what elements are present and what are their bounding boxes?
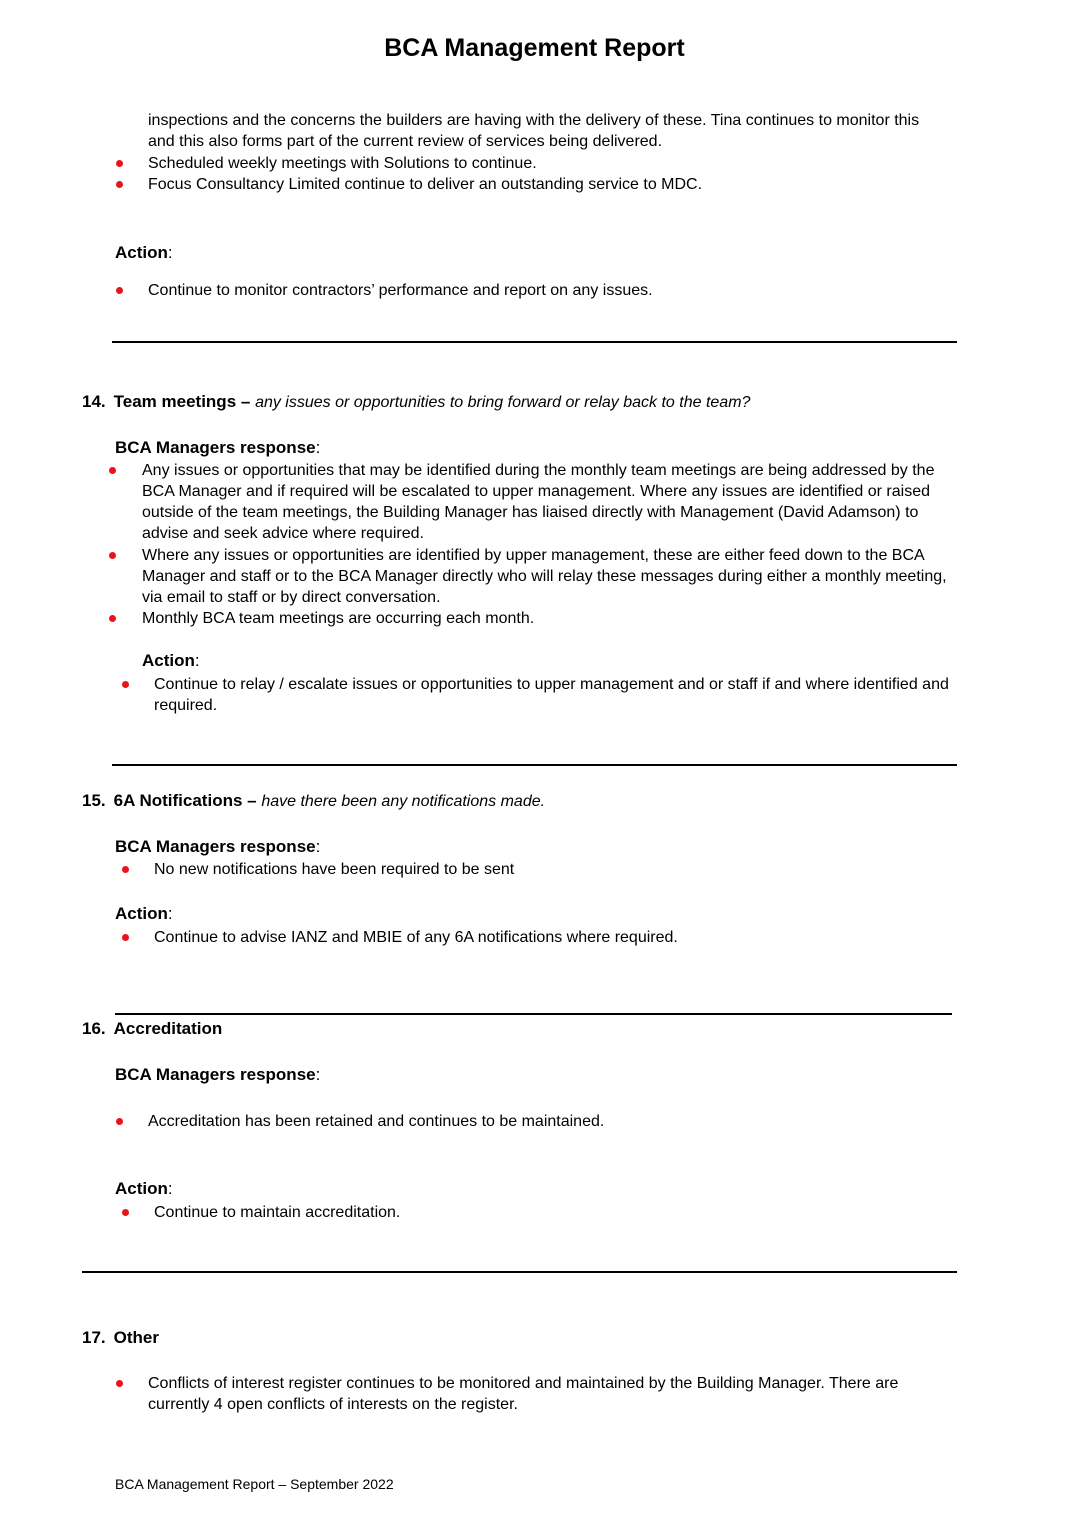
bullet-icon [116, 160, 123, 167]
response-label: BCA Managers response: [115, 1065, 321, 1084]
section-14-heading: 14. Team meetings – any issues or opportunities to bring forward or relay back to the team? [82, 392, 751, 411]
list-item: Focus Consultancy Limited continue to deliver an outstanding service to MDC. [148, 176, 703, 193]
bullet-icon [116, 287, 123, 294]
action-label: Action: [115, 243, 173, 262]
list-item: Monthly BCA team meetings are occurring each month. [142, 610, 535, 627]
bullet-icon [116, 1118, 123, 1125]
action-label: Action: [142, 651, 200, 670]
page-title: BCA Management Report [384, 34, 685, 62]
action-label: Action: [115, 1179, 173, 1198]
list-item: Conflicts of interest register continues to be monitored and maintained by the Building Manager. There are currently 4 open conflicts of interests on the register. [148, 1375, 899, 1413]
bullet-icon [122, 681, 129, 688]
divider [115, 1013, 952, 1015]
bullet-icon [122, 866, 129, 873]
bullet-icon [109, 467, 116, 474]
page-footer: BCA Management Report – September 2022 [115, 1476, 394, 1492]
response-label: BCA Managers response: [115, 837, 321, 856]
divider [82, 1271, 957, 1273]
section-14-subheading: any issues or opportunities to bring forward or relay back to the team? [255, 394, 751, 411]
list-item: Where any issues or opportunities are identified by upper management, these are either feed down to the BCA Manager and staff or to the BCA Manager directly who will relay these messages during either a monthly meeting, via email to staff or by direct conversation. [142, 547, 947, 606]
list-item: Continue to advise IANZ and MBIE of any 6A notifications where required. [154, 929, 678, 946]
bullet-icon [109, 552, 116, 559]
list-item: Continue to monitor contractors’ performance and report on any issues. [148, 282, 653, 299]
section-17-heading: 17. Other [82, 1328, 159, 1347]
list-item: Continue to maintain accreditation. [154, 1204, 401, 1221]
action-label: Action: [115, 904, 173, 923]
list-item: Accreditation has been retained and continues to be maintained. [148, 1113, 605, 1130]
bullet-icon [116, 181, 123, 188]
bullet-icon [122, 934, 129, 941]
bullet-icon [109, 615, 116, 622]
response-label: BCA Managers response: [115, 438, 321, 457]
divider [112, 341, 957, 343]
list-item: Continue to relay / escalate issues or opportunities to upper management and or staff if and where identified and required. [154, 676, 949, 714]
section-16-heading: 16. Accreditation [82, 1019, 223, 1038]
intro-continuation: inspections and the concerns the builders are having with the delivery of these. Tina continues to monitor this and this also forms part of the current review of services being delivered. [148, 112, 920, 150]
bullet-icon [122, 1209, 129, 1216]
list-item: No new notifications have been required to be sent [154, 861, 515, 878]
bullet-icon [116, 1380, 123, 1387]
divider [112, 764, 957, 766]
section-15-heading: 15. 6A Notifications – have there been any notifications made. [82, 791, 546, 810]
list-item: Scheduled weekly meetings with Solutions to continue. [148, 155, 537, 172]
section-15-subheading: have there been any notifications made. [261, 793, 546, 810]
list-item: Any issues or opportunities that may be identified during the monthly team meetings are being addressed by the BCA Manager and if required will be escalated to upper management. Where any issues are identified or raised outside of the team meetings, the Building Manager has liaised directly with Management (David Adamson) to advise and seek advice where required. [142, 462, 935, 542]
